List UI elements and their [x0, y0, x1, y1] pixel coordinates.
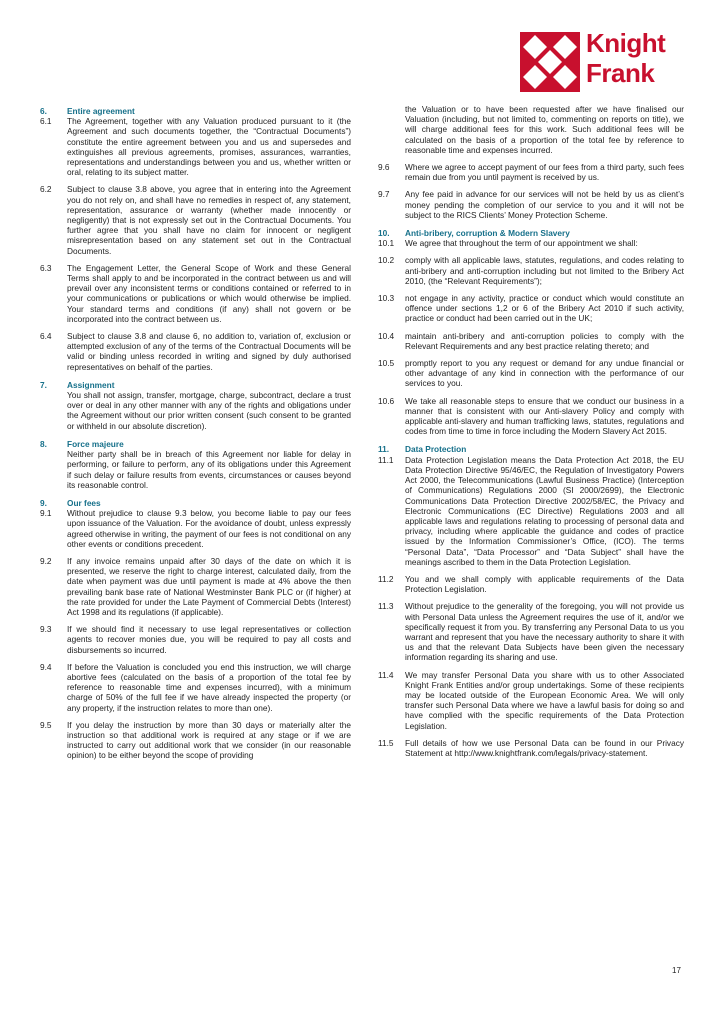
section-title: Force majeure — [67, 438, 124, 449]
clause-number — [40, 390, 67, 431]
section-number: 7. — [40, 379, 47, 390]
knight-frank-diamond-logo-icon — [520, 32, 580, 92]
logo-line-1: Knight — [586, 28, 666, 58]
clause-paragraph — [378, 255, 684, 286]
clause-paragraph — [378, 601, 684, 662]
clause-text: Data Protection Legislation means the Data Protection Act 2018, the EU Data Protection Directive 95/46/EC, the Regulation of Investigatory Powers Act 2000, the Telecommunications (Lawful Business Practice) (Interception of Communications) Regulations 2000 (SI 2000/2699), the Electronic Communications Data Protection Directive 2002/58/EC, the Privacy and Electronic Communications (EC Directive) Regulations 2003 and all applicable laws and regulations relating to processing of personal data and privacy, including where applicable the guidance and codes of practice issued by the Information Commissioner’s Office, (ICO). The terms “Personal Data”, “Data Processor” and “Data Subject” shall have the meanings ascribed to them in the Data Protection Legislation. — [405, 454, 684, 567]
knight-frank-logo — [520, 30, 682, 94]
clause-paragraph — [378, 358, 684, 389]
section-title: Data Protection — [405, 444, 467, 455]
clause-text: Any fee paid in advance for our services will not be held by us as client’s money pending the completion of our service to you and it will not be subject to the RICS Clients’ Money Protection Scheme. — [405, 189, 684, 220]
clause-paragraph — [40, 116, 351, 177]
clause-paragraph — [378, 396, 684, 437]
clause-paragraph — [40, 720, 351, 761]
clause-number: 9.4 — [40, 661, 52, 672]
clause-text: If any invoice remains unpaid after 30 days of the date on which it is presented, we reserve the right to charge interest, calculated daily, from the date when payment was due until payment is made at 4% above the then prevailing bank base rate of National Westminster Bank PLC or (if higher) at the rate provided for under the Late Payment of Commercial Debts (Interest) Act 1998 and its regulations (if applicable). — [67, 555, 351, 617]
clause-text: If we should find it necessary to use legal representatives or collection agents to recover monies due, you will be required to pay all costs and disbursements so incurred. — [67, 624, 351, 655]
clause-text: The Agreement, together with any Valuation produced pursuant to it (the Agreement and such documents together, the “Contractual Documents”) constitute the entire agreement between you and us and supersedes and extinguishes all previous agreements, promises, assurances, warranties, representations and understandings between you and us, whether written or oral, relating to its subject matter. — [67, 116, 351, 178]
clause-text: Neither party shall be in breach of this Agreement nor liable for delay in performing, or failure to perform, any of its obligations under this Agreement if such delay or failure results from events, circumstances or causes beyond its reasonable control. — [67, 449, 351, 490]
clause-paragraph — [378, 670, 684, 731]
logo-wordmark — [586, 28, 665, 88]
clause-text: not engage in any activity, practice or conduct which would constitute an offence under sections 1,2 or 6 of the Bribery Act 2010 if such activity, practice or conduct had been carried out in the UK; — [405, 293, 684, 324]
section-number: 9. — [40, 497, 47, 508]
clause-text: Subject to clause 3.8 and clause 6, no addition to, variation of, exclusion or attempted exclusion of any of the terms of the Contractual Documents will be valid or binding unless recorded in writing and signed by duly authorised representatives on behalf of the parties. — [67, 331, 351, 372]
clause-number — [378, 104, 405, 155]
clause-number: 11.3 — [378, 601, 394, 612]
clause-paragraph — [378, 162, 684, 182]
logo-line-2: Frank — [586, 58, 655, 88]
section-heading — [40, 498, 351, 508]
clause-text: If before the Valuation is concluded you end this instruction, we will charge abortive fees (calculated on the basis of a proportion of the total fee by reference to reasonable time and expenses incurred), with a minimum charge of 50% of the full fee if we have already inspected the property (or any property, if the instruction relates to more than one). — [67, 661, 351, 713]
clause-text: Full details of how we use Personal Data can be found in our Privacy Statement at http://www.knightfrank.com/legals/privacy-statement. — [405, 737, 684, 758]
section-heading — [40, 106, 351, 116]
clause-paragraph — [378, 574, 684, 594]
clause-text: Without prejudice to clause 9.3 below, you become liable to pay our fees upon issuance of the Valuation. For the avoidance of doubt, unless expressly agreed otherwise in writing, the payment of our fees is not conditional on any other events or conditions precedent. — [67, 508, 351, 549]
clause-number: 10.6 — [378, 395, 395, 406]
clause-paragraph — [40, 449, 351, 490]
section-number: 8. — [40, 438, 47, 449]
section-title: Anti-bribery, corruption & Modern Slavery — [405, 228, 570, 239]
clause-paragraph — [40, 184, 351, 255]
clause-number: 10.4 — [378, 330, 395, 341]
clause-text: You shall not assign, transfer, mortgage, charge, subcontract, declare a trust over or deal in any other manner with any of the rights and obligations under the Agreement without our prior written consent (such consent to be granted or withheld in our absolute discretion). — [67, 390, 351, 431]
clause-paragraph — [378, 738, 684, 758]
clause-text: We agree that throughout the term of our appointment we shall: — [405, 238, 638, 249]
clause-text: Without prejudice to the generality of the foregoing, you will not provide us with Personal Data unless the Agreement requires the use of it, and/or we specifically request it from you. By transferring any Personal Data to us you warrant and represent that you have the necessary authority to share it with us and that the relevant Data Subjects have been given the necessary information regarding its sharing and use. — [405, 601, 684, 663]
section-heading — [40, 380, 351, 390]
clause-text: We take all reasonable steps to ensure that we conduct our business in a manner that is consistent with our Anti-slavery Policy and comply with applicable anti-slavery and human trafficking laws, statutes, regulations and codes from time to time in force including the Modern Slavery Act 2015. — [405, 395, 684, 437]
clause-paragraph — [378, 331, 684, 351]
clause-paragraph — [378, 238, 684, 248]
clause-number: 11.5 — [378, 737, 394, 748]
clause-text: Where we agree to accept payment of our fees from a third party, such fees remain due from you until payment is received by us. — [405, 162, 684, 183]
clause-number — [40, 449, 67, 490]
clause-paragraph — [378, 104, 684, 155]
page-number: 17 — [672, 966, 681, 975]
clause-paragraph — [40, 508, 351, 549]
clause-paragraph — [40, 263, 351, 324]
clause-paragraph — [40, 390, 351, 431]
clause-number: 10.2 — [378, 255, 395, 266]
right-column — [378, 104, 684, 758]
section-heading — [378, 228, 684, 238]
clause-paragraph — [40, 662, 351, 713]
clause-text: comply with all applicable laws, statutes, regulations, and codes relating to anti-bribery and anti-corruption including but not limited to the Bribery Act 2010, (the “Relevant Requirements”); — [405, 255, 684, 286]
clause-number: 6.1 — [40, 116, 52, 127]
clause-text: We may transfer Personal Data you share with us to other Associated Knight Frank Entities and/or group undertakings. Some of these recipients may be located outside of the European Economic Area. We will only transfer such Personal Data where we have a lawful basis for doing so and have complied with the specific requirements of the Data Protection Legislation. — [405, 669, 684, 731]
clause-text: Subject to clause 3.8 above, you agree that in entering into the Agreement you do not rely on, and shall have no remedies in respect of, any statement, representation, assurance or warranty (whether made innocently or negligently) that is not expressly set out in the Contractual Documents. You further agree that you shall have no claim for innocent or negligent misrepresentation based on any statement set out in the Contractual Documents. — [67, 184, 351, 256]
clause-paragraph — [40, 624, 351, 655]
clause-paragraph — [40, 331, 351, 372]
clause-number: 10.3 — [378, 293, 395, 304]
clause-text: maintain anti-bribery and anti-corruption policies to comply with the Relevant Requirements and any best practice relating thereto; and — [405, 330, 684, 351]
clause-number: 6.4 — [40, 331, 52, 342]
clause-number: 6.2 — [40, 184, 52, 195]
section-title: Our fees — [67, 497, 101, 508]
clause-paragraph — [378, 189, 684, 220]
clause-number: 9.1 — [40, 508, 52, 519]
clause-number: 10.5 — [378, 358, 395, 369]
clause-number: 9.7 — [378, 189, 390, 200]
clause-text: You and we shall comply with applicable requirements of the Data Protection Legislation. — [405, 573, 684, 595]
section-title: Assignment — [67, 379, 115, 390]
clause-number: 11.1 — [378, 454, 394, 465]
clause-number: 6.3 — [40, 262, 52, 273]
clause-number: 11.2 — [378, 573, 394, 584]
clause-paragraph — [378, 293, 684, 324]
section-title: Entire agreement — [67, 106, 135, 116]
clause-text: promptly report to you any request or demand for any undue financial or other advantage of any kind in connection with the performance of our services to you. — [405, 358, 684, 389]
clause-text: The Engagement Letter, the General Scope of Work and these General Terms shall apply to and be incorporated in the contract between us and will prevail over any inconsistent terms or conditions contained or referred to in your communications or publications or which would otherwise be implied. Your standard terms and conditions (if any) shall not govern or be incorporated into the contract between us. — [67, 262, 351, 324]
section-number: 10. — [378, 228, 390, 239]
section-heading — [378, 444, 684, 454]
clause-number: 11.4 — [378, 669, 394, 680]
section-heading — [40, 439, 351, 449]
clause-number: 9.2 — [40, 555, 52, 566]
clause-number: 9.6 — [378, 162, 390, 173]
clause-number: 9.3 — [40, 624, 52, 635]
clause-paragraph — [378, 455, 684, 567]
clause-text: If you delay the instruction by more than 30 days or materially alter the instruction so that additional work is required at any stage or if we are instructed to carry out additional work that we consider (in our reasonable opinion) to be either beyond the scope of providing — [67, 719, 351, 761]
clause-number: 10.1 — [378, 238, 395, 249]
clause-text: the Valuation or to have been requested after we have finalised our Valuation (including, but not limited to, commenting on reports on title), we will charge additional fees for this work. Such additional fees will be calculated on the basis of a proportion of the total fee by reference to reasonable time and expenses incurred. — [405, 104, 684, 155]
clause-number: 9.5 — [40, 719, 52, 730]
section-number: 11. — [378, 444, 390, 455]
clause-paragraph — [40, 556, 351, 617]
left-column — [40, 106, 351, 761]
section-number: 6. — [40, 106, 47, 116]
